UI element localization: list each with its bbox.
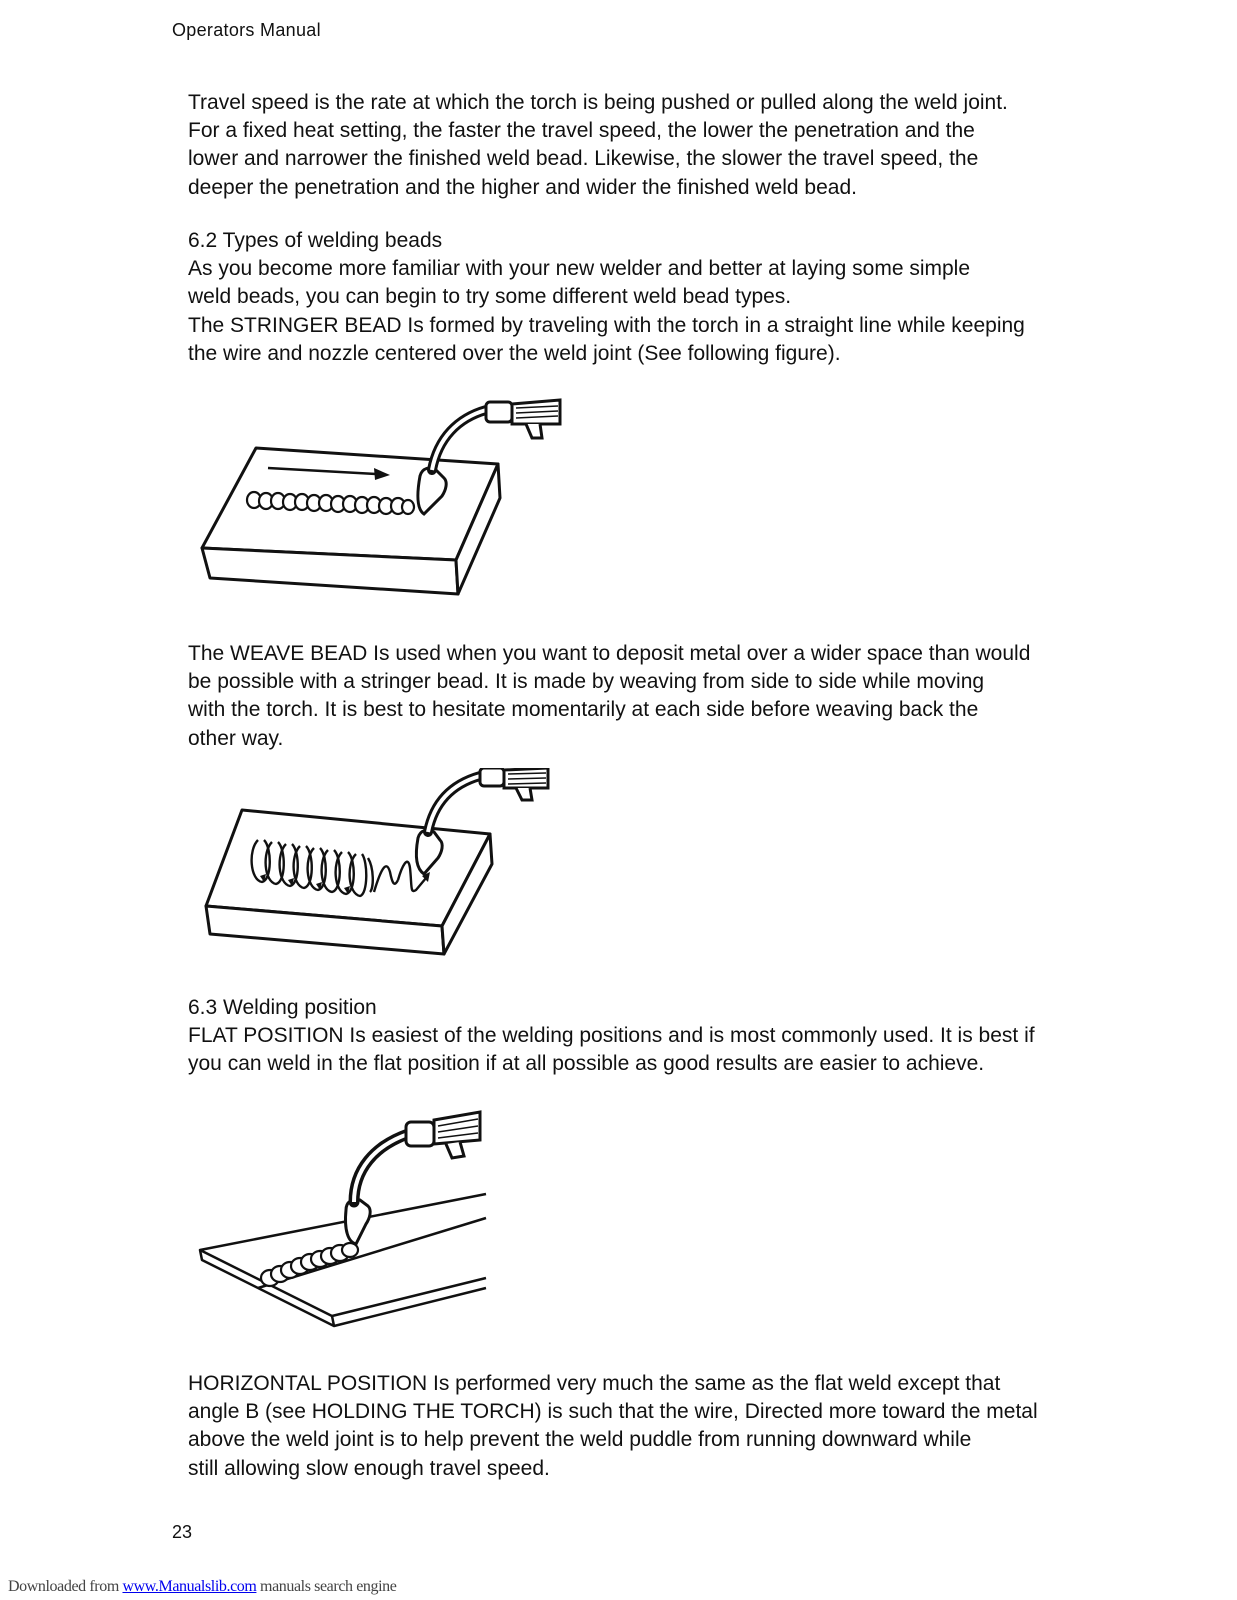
- weave-bead-paragraph: [188, 640, 1068, 753]
- text-line: deeper the penetration and the higher and wider the finished weld bead.: [188, 175, 857, 199]
- text-line: The STRINGER BEAD Is formed by traveling with the torch in a straight line while keeping: [188, 313, 1025, 337]
- bead-types-section: [188, 227, 1068, 368]
- horizontal-position-paragraph: [188, 1370, 1068, 1483]
- text-line: For a fixed heat setting, the faster the travel speed, the lower the penetration and the: [188, 119, 975, 143]
- section-heading: 6.3 Welding position: [188, 996, 377, 1019]
- weave-bead-figure: [198, 768, 560, 968]
- flat-position-figure: [194, 1110, 494, 1350]
- download-footer: [8, 1578, 396, 1596]
- text-line: HORIZONTAL POSITION Is performed very much the same as the flat weld except that: [188, 1372, 1001, 1395]
- text-line: weld beads, you can begin to try some different weld bead types.: [188, 285, 792, 309]
- section-heading: 6.2 Types of welding beads: [188, 229, 443, 252]
- footer-suffix: manuals search engine: [256, 1578, 397, 1595]
- text-line: above the weld joint is to help prevent the weld puddle from running downward while: [188, 1428, 972, 1452]
- welding-position-section: [188, 994, 1068, 1079]
- travel-speed-paragraph: [188, 89, 1068, 202]
- text-line: the wire and nozzle centered over the weld joint (See following figure).: [188, 341, 841, 365]
- text-line: FLAT POSITION Is easiest of the welding positions and is most commonly used. It is best if: [188, 1024, 1035, 1048]
- text-line: angle B (see HOLDING THE TORCH) is such that the wire, Directed more toward the metal: [188, 1400, 1038, 1424]
- text-line: other way.: [188, 726, 284, 750]
- text-line: The WEAVE BEAD Is used when you want to deposit metal over a wider space than would: [188, 642, 1031, 665]
- text-line: with the torch. It is best to hesitate momentarily at each side before weaving back the: [188, 698, 979, 722]
- stringer-bead-figure: [196, 398, 566, 610]
- text-line: still allowing slow enough travel speed.: [188, 1456, 550, 1480]
- text-line: Travel speed is the rate at which the torch is being pushed or pulled along the weld joint.: [188, 91, 1008, 114]
- weave-bead-illustration: [198, 768, 560, 968]
- text-line: As you become more familiar with your new welder and better at laying some simple: [188, 257, 971, 281]
- text-line: lower and narrower the finished weld bead. Likewise, the slower the travel speed, the: [188, 147, 979, 171]
- text-line: you can weld in the flat position if at all possible as good results are easier to achieve.: [188, 1052, 985, 1076]
- running-header: Operators Manual: [172, 20, 321, 40]
- stringer-bead-illustration: [196, 398, 566, 610]
- page-number: 23: [172, 1522, 193, 1542]
- manualslib-link[interactable]: www.Manualslib.com: [122, 1578, 257, 1595]
- flat-position-illustration: [194, 1110, 494, 1350]
- text-line: be possible with a stringer bead. It is made by weaving from side to side while moving: [188, 670, 985, 694]
- footer-prefix: Downloaded from: [8, 1578, 123, 1595]
